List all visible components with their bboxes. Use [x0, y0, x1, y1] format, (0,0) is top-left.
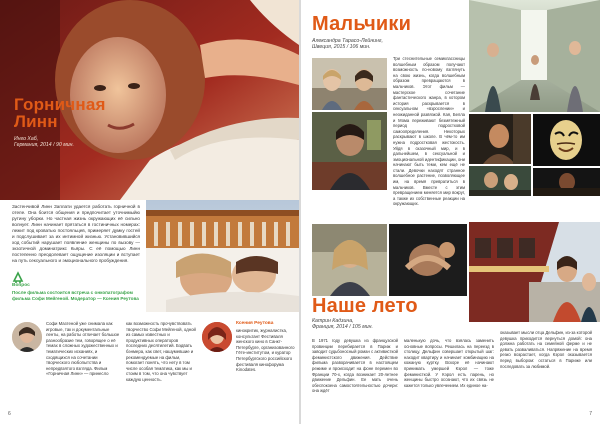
boys-still-dark: [533, 168, 600, 196]
film-meta-summer-line2: Франция, 2014 / 105 мин.: [312, 324, 373, 331]
boys-still-mask: [533, 114, 600, 166]
event-description: После фильма состоится встреча с онкопатографом фильма Софи Мейгеной. Модератор — Ксения Реутова: [12, 290, 139, 301]
boys-still-group: [312, 112, 387, 190]
film-title-line2: Линн: [14, 112, 58, 131]
page-number-right: 7: [589, 411, 592, 417]
boys-still-night: [469, 166, 531, 196]
right-page: [301, 0, 600, 424]
person2-name: Ксения Реутова: [236, 321, 274, 326]
boys-still-car: [469, 114, 531, 164]
film-synopsis-boys: Три стеснительные семиклассницы волшебным образом получают возможность по-новому взглянуть на свою жизнь, когда волшебным образом превращаются в мальчиков. Этот фильм — мастерское сочетание фантастического жанра, в котором история раскрывается в сексуальном «взрослении» и неожиданной развязкой. Кая, Белла и Мома переживают безмятежный период подростковой самоопределения. Некоторых раскрывают в школе. В чём-то им нужна подростковая жестокость. Уйдя в сказочный мир, и в дальнейшем, в сексуальной и эмоциональной идентификации, они начинают быть теми, кем ещё не стали. Девочки находят странное волшебное растение, позволяющее им, на время превратиться в мальчиков. Вместе с этим превращением меняется мир вокруг, а также их собственные реакции на окружающих.: [393, 56, 465, 207]
film-title-lynn: [14, 96, 106, 130]
film-meta-line1: Инго Хаб,: [14, 136, 39, 142]
summer-still-train: [469, 222, 600, 322]
film-synopsis-summer-col3: оказывает мысли отца Дельфин, из-за которой девушка приходится вернуться домой: она должна работать на семейной ферме и не девать разваливаться. Напряжение на время резко возрастает, когда Кэрол оказывается перед выбором: остаться в Париже или последовать за любимой.: [500, 330, 592, 369]
film-meta-lynn: [14, 136, 74, 149]
left-page: [0, 0, 299, 424]
boys-still-corridor: [469, 0, 600, 112]
film-title-line1: Горничная: [14, 95, 106, 114]
person1-bio-continued: как возможность прочувствовать творчество Софи Мейгеной, одной из самых известных и продуктивных операторов последних десятилетий. Бэдвать бэнмера, как свет, нашумевшие и рекомендуемые на фильм, помогает понять, что нету в том числе особая тематика, как мы и стоим в том, что она чувствует каждую ценность.: [126, 321, 196, 382]
film-synopsis-summer-col2: маленькую дочь, что взялась заменить основные вопросы. Решилась на переезд в столицу. Дельфин совершает открытый шаг: находит квартиру и начинает комбинацию на кожаную куртку. Вскоре её начинают принимать умершей Кэрол — тоже феминисткой. У Кэрол есть парень, но женщины быстро осознают, что их связь не кажется только увлечением. Их единое на-: [404, 338, 494, 388]
person2-bio: кинокритик, журналистка, консультант Фестиваля женского кино в Санкт-Петербурге, организованного Гёте-институтом, и куратор Петербургского российского фестиваля кинофорума Kinodates.: [236, 328, 295, 373]
film-meta-boys: [312, 38, 383, 51]
film-meta-line2: Германия, 2014 / 90 мин.: [14, 142, 74, 149]
summer-still-hands: [389, 224, 467, 296]
avatar-person1: [12, 322, 42, 352]
film-meta-summer-line1: Катрин Кадзина,: [312, 318, 354, 324]
page-number-left: 6: [8, 411, 11, 417]
avatar-person2: [202, 322, 232, 352]
film-title-boys: Мальчики: [312, 13, 412, 35]
person1-bio: Софи Мазтеной уже снимала как игровые, так и документальные ленты, на работы отличает большое разнообразие тем, говорящее о её темах в сложных художественных и тематических исканиях, и сходящихся на сочетании творческого любопытства и непредвзятого взгляда. Фильм «Горничная Линн» — принесло: [46, 321, 120, 377]
event-label: Вопрос: [12, 283, 30, 288]
boys-still-girls: [312, 58, 387, 110]
film-meta-boys-line2: Швеция, 2015 / 106 мин.: [312, 44, 371, 51]
film-meta-boys-line1: Александра Тарасо-Лейнинг,: [312, 38, 383, 44]
film-synopsis-summer-col1: В 1971 году девушка из французской провинции перебирается в Париж и заводит судьбоносный роман с активисткой феминистского движения. Действие фильма разворачивается в настоящем режиме и происходит на фоне перемен во Франции 70-х, когда возникает 20-летнее движение Дельфин. Ее мать очень обеспокоена самостоятельностью дочери: она ждёт: [312, 338, 398, 394]
film-meta-summer: [312, 318, 373, 331]
lynn-film-still-bottom: [146, 200, 299, 312]
film-synopsis-lynn: Застенчивой Линн Заплати удается работать горничной в отеле. Она боится общения и предпочитает уточнимыйю рутину уборки. Но частная жизнь окружающих её сильно волнует. Линн начинает прятаться в гостиничных номерах: лежит под кроватью постояльцев, примеряет думку гостей и подслушивает за их интимной жизнью. Установившийся ход событий нарушает появление женщины по вызову — экзотичной доминатрикс Кьяры. С её помощью Линн постепенно преодолевает ощущение изоляции и вступает на путь сексуального и эмоционального пробуждения.: [12, 204, 140, 263]
film-title-summer: Наше лето: [312, 295, 418, 317]
summer-still-woman: [312, 224, 387, 296]
event-icon: [12, 270, 24, 282]
